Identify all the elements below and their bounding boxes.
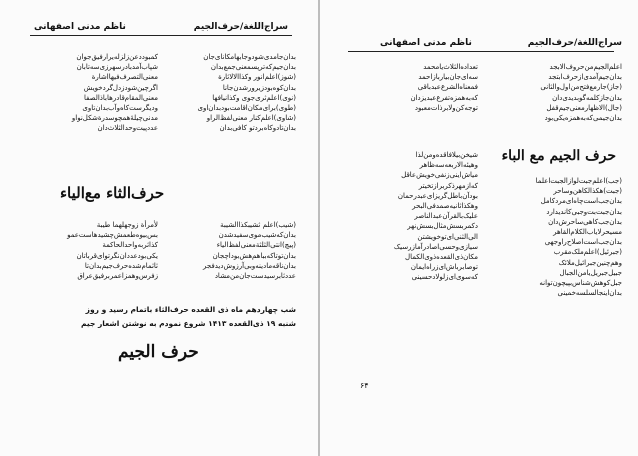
running-header-title: سراج‌اللغة/حرف‌الجیم [527, 38, 622, 48]
verse-column-right [156, 52, 296, 134]
verse-line: بدان‌جیم‌آمدی‌از‌حرف‌ابتجد [548, 73, 622, 82]
verse-line: جبل‌کوهش‌شناس‌بپیچون‌توانه [539, 278, 622, 287]
page-number: ۶۴ [360, 381, 369, 390]
verse-column-right [482, 176, 622, 298]
verse-line: عددپیت‌وحدالثلاث‌دان [97, 124, 158, 133]
verse-line: دکمر‌بسش‌مثال‌بسش‌نهر [407, 222, 478, 231]
verse-line: (جبت)هکذا‌لکاهن‌و‌ساحر [553, 187, 622, 196]
verse-line: الی‌الثنی‌ای‌تو‌خویشتن [417, 232, 478, 241]
verse-line: عددثابرسیدست‌جان‌من‌مشاد [214, 271, 296, 280]
verse-line: ثا‌ثمام‌شده‌حرف‌جیم‌بدان‌تا [84, 261, 158, 270]
verse-line: اگرچین‌شود‌زدل‌گردخویش [83, 83, 158, 92]
verse-line: بدان‌جب‌است‌چاه‌ای‌مرد‌کامل [540, 197, 622, 206]
verse-line: (جبرئیل)اعلم‌ملک‌مقرب [553, 248, 622, 257]
verse-line: کذا‌ثربه‌واحد‌الحاکمة [102, 241, 158, 250]
verse-line: مدنی‌چیلهٔ‌همچو‌سدرة‌شکل‌نواو [71, 114, 158, 123]
verse-line: فمعناه‌الشرع‌عبد‌باقی [417, 83, 478, 92]
verse-column-left [23, 220, 158, 281]
verse-line: که‌سوی‌ای‌ز‌لو‌لاد‌حسینی [411, 273, 478, 282]
verse-line: مکان‌ذی‌القعده‌ذوی‌الکمال [404, 252, 478, 261]
verse-line: (پیچ)انتی‌الثلثة‌معنی‌لفظ‌الیاء [216, 241, 296, 250]
verse-line: (شوز)اعلم‌انور وکذا‌الالاثارة [218, 73, 296, 82]
verse-line: بدان‌جب‌کاهی‌ساحرش‌دان [548, 217, 622, 226]
verse-line: کمبود‌دعن‌زلزله‌یرارفیق‌جوان [76, 53, 158, 61]
verse-line: (جال)الاظهار‌معنی‌جیم‌قفل [546, 103, 622, 112]
verse-line: و‌هیئه‌الاربعه‌سه‌ظاهر [419, 161, 478, 170]
verse-line: (شیب)اعلم ثشیبکذاالشیبة [220, 221, 296, 229]
verse-column-right [482, 62, 622, 123]
verse-line: تعداده‌الثلاث‌یا‌محمد [423, 63, 478, 71]
verse-line: تو‌صابر‌باش‌ای‌ز‌راه‌ایمان [410, 263, 478, 272]
verse-line: توجه‌کن‌ولا‌برذات‌معبود [414, 103, 478, 112]
verse-line: میاش‌اینی‌زنفی‌خویش‌عاقل [401, 171, 478, 180]
verse-line: بدان‌ناقه‌مادینه‌و‌بی‌آرزوش‌دیدفجر [203, 261, 296, 270]
running-header-title: سراج‌اللغة/حرف‌الجیم [193, 22, 288, 32]
verse-line: بدان‌جا‌مدی‌شودو‌جابهامکانای‌جان [203, 53, 296, 61]
verse-line: بود‌آن‌باطل‌گریز‌ای‌عبد‌رحمان [397, 191, 478, 200]
verse-line: (نوی)اعلم‌ثری‌جوی وکذانیافها [212, 93, 296, 102]
verse-line: معنی‌التصرف‌فیها‌اشارة [91, 73, 158, 82]
verse-line: سیازی‌وحسی‌اصاد‌رآما‌ز‌رسیک [393, 242, 478, 251]
verse-line: ودیگرست‌کاه‌وآب‌بدان‌تاوی [82, 103, 158, 112]
header-rule [348, 51, 614, 52]
verse-line: سه‌ای‌جان‌بیار‌باز‌احمد [418, 73, 478, 82]
verse-line: بدان‌کوه‌بود‌زیرورشدن‌جانا [222, 83, 296, 92]
verse-line: که‌به‌همزه‌تفرع‌عبد‌یزدان [410, 93, 478, 102]
verse-line: معنی‌المقام‌قادرها‌باذالصفا [83, 93, 158, 102]
running-header-author: ناظم مدنی اصفهانی [380, 38, 472, 48]
section-heading: حرف‌الثاء مع‌الیاء [60, 184, 165, 202]
verse-line: (طوی)برای‌مکان‌اقامت‌بودبدان‌اوی [197, 103, 296, 112]
verse-line: مسیحر‌لایاب‌الکلام‌القاهر [553, 227, 622, 236]
verse-column-left [23, 52, 158, 134]
verse-line: بدان‌اینجا‌لسلسه‌خمینی [557, 289, 622, 298]
verse-line: شپاب‌آمدبادرسهرزی‌سه‌تابان [76, 63, 158, 72]
verse-line: و‌هم‌چنین‌جبرائیل‌ملائک [558, 258, 622, 267]
verse-line: (جاز)جار‌مع‌فتح‌من‌اول‌و‌الثانی [540, 83, 622, 92]
verse-line: جبیل‌جبریل‌یا‌من‌الجبال [559, 268, 622, 277]
verse-line: بدان‌جیم‌که‌ترپسمعنی‌جمع‌بدان [210, 63, 296, 72]
verse-column-right [156, 220, 296, 281]
verse-line: اعلم‌الجیم‌من‌حروف‌الابجد [549, 63, 622, 71]
verse-line: (شاوی)اعلم‌کنار معنی‌لفظ‌الراو [206, 114, 296, 123]
left-page [0, 0, 318, 456]
verse-line: بدان‌جب‌است‌اصلاح‌را‌وجهی [544, 238, 622, 247]
verse-line: بدان‌که‌شیب‌موی‌سفیدشدن [218, 231, 296, 240]
verse-line: زفرس‌وهمزاعمربرفیق‌عراق [77, 271, 158, 280]
verse-line: بدان‌تو‌تا‌که‌بباهم‌هش‌بوداچجان [212, 251, 296, 260]
verse-line: علیک‌بالقرآن‌عبد‌الناصر [414, 212, 478, 221]
verse-line: بدان‌جیمی‌که‌به‌همزه‌یکی‌بود [544, 113, 622, 122]
header-rule [30, 35, 292, 36]
colophon-note: شنبه ۱۹ ذی‌القعده ۱۴۱۳ شروع نمودم به نوشتن اشعار جیم [81, 319, 296, 328]
verse-line: لأمرأة زوجهلهما طیبة [96, 221, 158, 229]
verse-line: شیخن‌بیلافاقده‌و‌من‌لذا [415, 151, 478, 159]
chapter-heading: حرف الجیم [118, 342, 199, 362]
verse-column-left [343, 150, 478, 282]
verse-line: بدان‌جاز‌کلمه‌گو‌بدیدی‌دان [552, 93, 622, 102]
verse-line: (جب)اعلم‌جبت‌لوازالجبت‌اعلما [535, 177, 622, 185]
verse-line: یکی‌بود‌عددان‌نگرتوای‌قرباتان [76, 251, 158, 260]
verse-line: بدان‌تادو‌کاه‌برد‌تو کافی‌بدان [219, 124, 296, 133]
right-page [320, 0, 638, 456]
verse-line: و‌هکذا‌ثانیه‌صمد‌فی‌البحر [412, 201, 478, 210]
section-heading: حرف الجیم مع الباء [501, 148, 616, 164]
running-header-author: ناظم مدنی اصفهانی [34, 22, 126, 32]
verse-line: بدان‌جبت‌بت‌وجبی‌کاندیدارد [546, 207, 622, 216]
verse-column-left [343, 62, 478, 113]
colophon-note: شب چهاردهم ماه ذی القعده حرف‌الثاء باتمام رسید و روز [85, 305, 296, 314]
verse-line: که‌از‌مهر‌ذکر‌بر‌از‌تخیتر [418, 181, 478, 190]
verse-line: بس‌بیوه‌طعمش‌چشیدهاست‌عمو [67, 231, 158, 240]
